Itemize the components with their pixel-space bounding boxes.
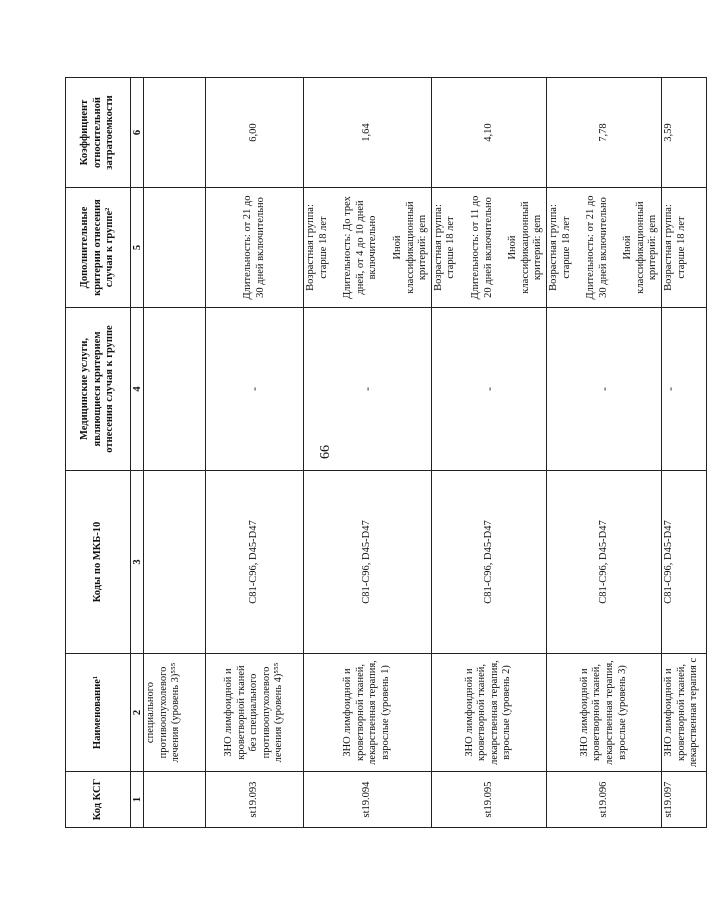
cell-criteria [431,188,546,308]
criterion-text: Возрастная группа: старше 18 лет [547,204,572,291]
criterion-text: Иной классификационный критерий: gem [507,201,544,294]
cell-criteria [662,188,707,308]
cell-name: ЗНО лимфоидной и кроветворной тканей, лекарственная терапия, взрослые (уровень 3) [546,654,661,772]
cell-criteria [206,188,304,308]
cell-services: - [206,308,304,471]
cell-icd: C81-C96, D45-D47 [546,471,661,654]
criterion-text: Иной классификационный критерий: gem [391,201,429,294]
page-number: 66 [318,445,333,459]
cell-services: - [546,308,661,471]
cell-coefficient: 1,64 [304,78,432,188]
cell-criteria [304,188,432,308]
cell-icd: C81-C96, D45-D47 [431,471,546,654]
header-coefficient: Коэффициент относительной затратоемкости [66,78,131,188]
criterion-text: Иной классификационный критерий: gem [622,201,659,294]
cell-coefficient: 4,10 [431,78,546,188]
header-name: Наименование¹ [66,654,131,772]
cell-name: специального противоопухолевого лечения (уровень 3)⁵⁵⁵ [144,654,206,772]
cell-name: ЗНО лимфоидной и кроветворной тканей, лекарственная терапия, взрослые (уровень 2) [431,654,546,772]
column-number: 4 [131,308,144,471]
cell-code: st19.093 [206,772,304,828]
table-row [144,78,206,828]
criterion-text: Длительность: До трех дней, от 4 до 10 дней включительно [342,196,379,299]
column-number-row [131,78,144,828]
header-icd: Коды по МКБ-10 [66,471,131,654]
cell-name: ЗНО лимфоидной и кроветворной тканей без специального противоопухолевого лечения (уровень 4)⁵⁵⁵ [206,654,304,772]
cell-services: - [662,308,707,471]
column-number: 6 [131,78,144,188]
ksg-table [65,77,707,828]
cell-icd: C81-C96, D45-D47 [206,471,304,654]
table-row [662,78,707,828]
cell-name: ЗНО лимфоидной и кроветворной тканей, лекарственная терапия с [662,654,707,772]
criterion-text: Возрастная группа: старше 18 лет [305,204,329,291]
cell-coefficient: 6,00 [206,78,304,188]
cell-coefficient: 3,59 [662,78,707,188]
column-number: 2 [131,654,144,772]
cell-coefficient: 7,78 [546,78,661,188]
cell-coefficient [144,78,206,188]
column-number: 5 [131,188,144,308]
cell-code: st19.097 [662,772,707,828]
ksg-table-container [65,78,700,828]
table-header-row [66,78,131,828]
cell-criteria [144,188,206,308]
cell-services: - [304,308,432,471]
cell-code: st19.094 [304,772,432,828]
cell-name: ЗНО лимфоидной и кроветворной тканей, лекарственная терапия, взрослые (уровень 1) [304,654,432,772]
cell-services: - [431,308,546,471]
header-services: Медицинские услуги, являющиеся критерием отнесения случая к группе [66,308,131,471]
criterion-text: Возрастная группа: старше 18 лет [432,204,457,291]
cell-icd [144,471,206,654]
criterion-text: Длительность: от 11 до 20 дней включительно [469,195,494,300]
criterion-text: Возрастная группа: старше 18 лет [663,204,687,291]
header-code: Код КСГ [66,772,131,828]
table-row [546,78,661,828]
criterion-text: Длительность: от 21 до 30 дней включительно [241,195,266,300]
column-number: 1 [131,772,144,828]
cell-icd: C81-C96, D45-D47 [304,471,432,654]
table-row [431,78,546,828]
table-row [206,78,304,828]
cell-criteria [546,188,661,308]
cell-code [144,772,206,828]
header-criteria: Дополнительные критерии отнесения случая к группе² [66,188,131,308]
cell-services [144,308,206,471]
column-number: 3 [131,471,144,654]
cell-code: st19.095 [431,772,546,828]
table-row [304,78,432,828]
cell-code: st19.096 [546,772,661,828]
criterion-text: Длительность: от 21 до 30 дней включительно [585,195,609,300]
cell-icd: C81-C96, D45-D47 [662,471,707,654]
